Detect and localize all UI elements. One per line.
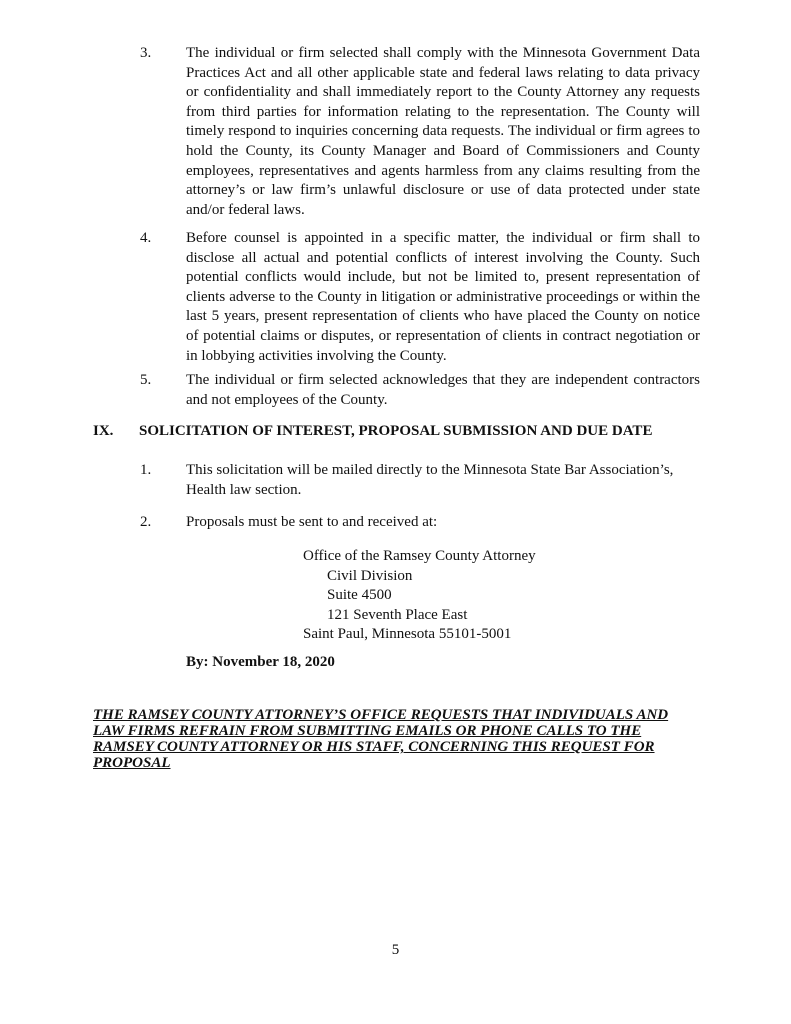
- item-text: Before counsel is appointed in a specific matter, the individual or firm shall to disclose all actual and potential conflicts of interest involving the County. Such potential conflicts would include, but not be limited to, present representation of clients adverse to the County in litigation or administrative proceedings or within the last 5 years, present representation of clients who have placed the County on notice of potential claims or disputes, or representation of clients in contract negotiation or in lobbying activities involving the County.: [186, 230, 700, 364]
- list-item: [140, 513, 700, 533]
- list-item: [140, 44, 700, 220]
- section-number: IX.: [93, 423, 114, 439]
- item-text: The individual or firm selected shall comply with the Minnesota Government Data Practices Act and all other applicable state and federal laws relating to data privacy or confidentiality and shall immediately report to the County Attorney any requests from third parties for information relating to the representation. The County will timely respond to inquiries concerning data requests. The individual or firm agrees to hold the County, its County Manager and Board of Commissioners and County employees, representatives and agents harmless from any claims resulting from the attorney’s or law firm’s unlawful disclosure or use of data protected under state and/or federal laws.: [186, 45, 700, 218]
- notice-text: THE RAMSEY COUNTY ATTORNEY’S OFFICE REQUESTS THAT INDIVIDUALS AND LAW FIRMS REFRAIN FROM SUBMITTING EMAILS OR PHONE CALLS TO THE RAMSEY COUNTY ATTORNEY OR HIS STAFF, CONCERNING THIS REQUEST FOR PROPOSAL: [93, 707, 669, 771]
- item-text: Proposals must be sent to and received at:: [186, 514, 438, 530]
- item-text: This solicitation will be mailed directly to the Minnesota State Bar Association’s, Health law section.: [186, 462, 674, 498]
- item-text: The individual or firm selected acknowledges that they are independent contractors and not employees of the County.: [186, 372, 700, 408]
- address-line: 121 Seventh Place East: [327, 606, 468, 623]
- list-item: [140, 229, 700, 366]
- mailing-address: [303, 547, 536, 645]
- address-line: Civil Division: [327, 567, 413, 584]
- address-line: Suite 4500: [327, 587, 392, 604]
- list-item: [140, 461, 700, 500]
- item-number: 2.: [140, 514, 152, 530]
- section-title: SOLICITATION OF INTEREST, PROPOSAL SUBMISSION AND DUE DATE: [139, 423, 653, 439]
- page-number: 5: [391, 942, 400, 958]
- address-line: Saint Paul, Minnesota 55101-5001: [303, 626, 512, 643]
- due-date: By: November 18, 2020: [186, 654, 335, 670]
- list-item: [140, 371, 700, 410]
- item-number: 5.: [140, 372, 152, 388]
- item-number: 1.: [140, 462, 152, 478]
- item-number: 3.: [140, 45, 152, 61]
- item-number: 4.: [140, 230, 152, 246]
- address-line: Office of the Ramsey County Attorney: [303, 548, 536, 564]
